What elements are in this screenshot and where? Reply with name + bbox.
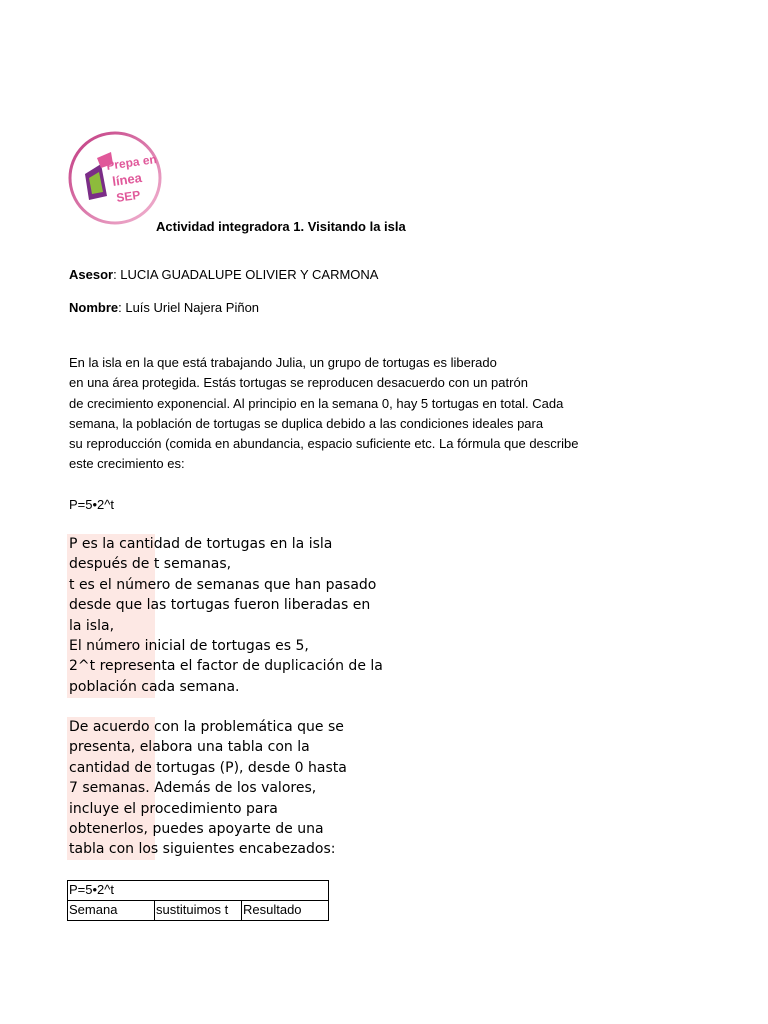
instruction-line: tabla con los siguientes encabezados: xyxy=(69,841,336,858)
instruction-line: incluye el procedimiento para xyxy=(69,800,278,817)
nombre-label: Nombre xyxy=(69,300,119,315)
intro-line: de crecimiento exponencial. Al principio en la semana 0, hay 5 tortugas en total. Cada xyxy=(69,395,564,411)
results-table xyxy=(67,880,329,921)
definition-line: después de t semanas, xyxy=(69,556,232,573)
asesor-field xyxy=(69,267,378,282)
logo-text-line2: línea xyxy=(111,169,143,189)
definition-line: t es el número de semanas que han pasado xyxy=(69,576,377,593)
asesor-label: Asesor xyxy=(69,267,114,282)
table-header-semana: Semana xyxy=(68,901,155,921)
table-header-sustituimos: sustituimos t xyxy=(155,901,242,921)
instruction-line: cantidad de tortugas (P), desde 0 hasta xyxy=(69,759,347,776)
document-title: Actividad integradora 1. Visitando la isla xyxy=(156,219,406,234)
definition-line: 2^t representa el factor de duplicación de la xyxy=(69,658,383,675)
formula: P=5•2^t xyxy=(69,497,114,512)
logo-text-line1: Prepa en xyxy=(105,152,158,173)
definition-line: P es la cantidad de tortugas en la isla xyxy=(69,536,333,552)
instruction-line: 7 semanas. Además de los valores, xyxy=(69,780,317,797)
table-header-row xyxy=(68,901,329,921)
instruction-line: obtenerlos, puedes apoyarte de una xyxy=(69,821,324,838)
table-formula-cell: P=5•2^t xyxy=(68,881,329,901)
intro-paragraph xyxy=(69,353,578,475)
logo-text-line3: SEP xyxy=(115,187,142,205)
prepa-en-linea-sep-logo xyxy=(67,130,163,226)
definition-line: desde que las tortugas fueron liberadas en xyxy=(69,597,371,614)
instruction-line: presenta, elabora una tabla con la xyxy=(69,739,310,756)
instructions-block xyxy=(69,717,347,860)
definition-line: la isla, xyxy=(69,617,115,634)
asesor-value: : LUCIA GUADALUPE OLIVIER Y CARMONA xyxy=(113,267,379,282)
intro-line: este crecimiento es: xyxy=(69,456,185,472)
definition-line: población cada semana. xyxy=(69,678,240,695)
intro-line: en una área protegida. Estás tortugas se reproducen desacuerdo con un patrón xyxy=(69,375,528,391)
nombre-value: : Luís Uriel Najera Piñon xyxy=(118,300,260,315)
definition-line: El número inicial de tortugas es 5, xyxy=(69,638,309,655)
intro-line: su reproducción (comida en abundancia, espacio suficiente etc. La fórmula que describe xyxy=(69,436,579,452)
nombre-field xyxy=(69,300,259,315)
table-formula-row xyxy=(68,881,329,901)
definitions-block xyxy=(69,534,383,697)
intro-line: semana, la población de tortugas se duplica debido a las condiciones ideales para xyxy=(69,415,544,431)
intro-line: En la isla en la que está trabajando Julia, un grupo de tortugas es liberado xyxy=(69,355,497,370)
table-header-resultado: Resultado xyxy=(242,901,329,921)
instruction-line: De acuerdo con la problemática que se xyxy=(69,719,344,735)
